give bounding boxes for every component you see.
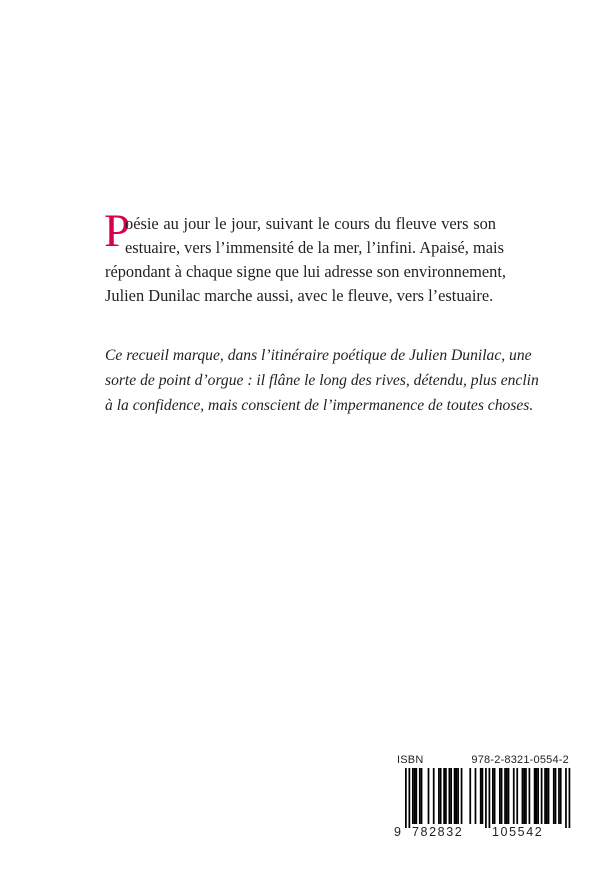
barcode-bar (569, 768, 571, 828)
barcode-bar (541, 768, 543, 824)
barcode-bar (457, 768, 459, 824)
isbn-number: 978-2-8321-0554-2 (471, 754, 569, 766)
barcode-bar (537, 768, 539, 824)
blurb-line: répondant à chaque signe que lui adresse son environnement, (105, 262, 506, 281)
barcode-bar (548, 768, 550, 824)
barcode-bars (394, 768, 572, 828)
barcode-bar (544, 768, 546, 824)
barcode-bar (408, 768, 410, 828)
barcode-bar (405, 768, 407, 828)
barcode-bar (475, 768, 477, 824)
quote-paragraph (105, 343, 539, 418)
barcode-bar (553, 768, 555, 824)
barcode-bar (501, 768, 503, 824)
barcode-bar (480, 768, 482, 824)
barcode-bar (489, 768, 491, 828)
barcode-bar (438, 768, 440, 824)
isbn-prefix: ISBN (397, 754, 424, 766)
barcode-bar (482, 768, 484, 824)
barcode-bar (565, 768, 567, 828)
barcode-bar (428, 768, 430, 824)
barcode-bar (469, 768, 471, 824)
quote-line: Ce recueil marque, dans l’itinéraire poétique de Julien Dunilac, une (105, 347, 532, 364)
barcode-bar (421, 768, 423, 824)
barcode-bar (450, 768, 452, 824)
barcode-bar (523, 768, 525, 824)
barcode-bar (485, 768, 487, 828)
barcode-bar (558, 768, 560, 824)
barcode-bar (536, 768, 538, 824)
barcode-bar (529, 768, 531, 824)
barcode-bar (433, 768, 435, 824)
barcode-bar (445, 768, 447, 824)
barcode-bar (506, 768, 508, 824)
barcode-bar (449, 768, 451, 824)
blurb-line: estuaire, vers l’immensité de la mer, l’infini. Apaisé, mais (125, 238, 504, 257)
barcode-bar (419, 768, 421, 824)
barcode-right-digits: 105542 (492, 825, 544, 839)
barcode-bar (415, 768, 417, 824)
barcode-bar (412, 768, 414, 824)
barcode-bar (494, 768, 496, 824)
barcode-bar (492, 768, 494, 824)
quote-line: sorte de point d’orgue : il flâne le long des rives, détendu, plus enclin (105, 372, 539, 389)
barcode-bar (443, 768, 445, 824)
barcode-first-digit: 9 (394, 825, 403, 839)
blurb-line: oésie au jour le jour, suivant le cours du fleuve vers son (125, 214, 496, 233)
barcode-bar (504, 768, 506, 824)
barcode-bar (525, 768, 527, 824)
barcode-bar (546, 768, 548, 824)
barcode-bar (513, 768, 515, 824)
barcode-bar (560, 768, 562, 824)
barcode-bar (414, 768, 416, 824)
drop-cap: P (104, 205, 131, 257)
blurb-paragraph (105, 212, 506, 308)
barcode-bar (461, 768, 463, 824)
barcode-bar (534, 768, 536, 824)
quote-line: à la confidence, mais conscient de l’impermanence de toutes choses. (105, 397, 534, 414)
blurb-line: Julien Dunilac marche aussi, avec le fleuve, vers l’estuaire. (105, 286, 494, 305)
barcode-bar (508, 768, 510, 824)
isbn-label (397, 754, 569, 766)
barcode-bar (522, 768, 524, 824)
barcode-bar (440, 768, 442, 824)
barcode-bar (555, 768, 557, 824)
barcode-bar (454, 768, 456, 824)
barcode-left-digits: 782832 (412, 825, 464, 839)
barcode-bar (455, 768, 457, 824)
barcode-bar (516, 768, 518, 824)
isbn-barcode (394, 754, 572, 842)
barcode-bar (499, 768, 501, 824)
